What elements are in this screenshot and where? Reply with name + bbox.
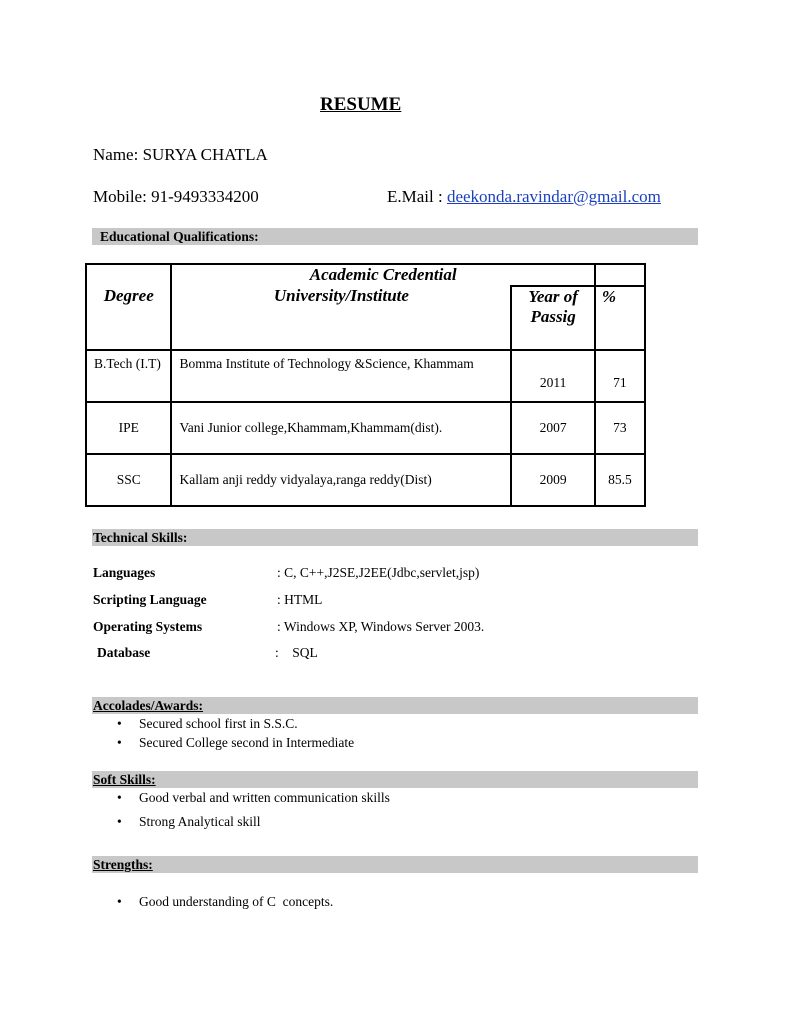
institute-cell: Kallam anji reddy vidyalaya,ranga reddy(Dist) [171,454,511,506]
header-institute: University/Institute [171,286,511,350]
table-row [86,350,645,402]
education-table [85,263,646,507]
year-cell: 2011 [511,350,594,402]
section-education [92,228,698,245]
header-year: Year of Passig [511,286,594,350]
resume-title: RESUME [320,94,402,115]
email-link[interactable]: deekonda.ravindar@gmail.com [446,187,661,206]
group-header: Academic Credential [171,264,594,286]
section-technical-label: Technical Skills: [93,530,188,545]
name-line: Name: SURYA CHATLA [93,145,268,164]
table-row [86,402,645,454]
email-line [387,187,661,207]
skill-key: Scripting Language [93,592,207,607]
header-degree: Degree [86,286,171,350]
degree-cell: B.Tech (I.T) [86,350,171,402]
skill-value: : HTML [277,592,323,607]
bullet-icon: • [117,716,122,731]
section-strengths-label: Strengths: [93,857,153,872]
mobile-line: Mobile: 91-9493334200 [93,187,259,206]
skill-key: Operating Systems [93,619,203,634]
percent-cell: 73 [595,402,645,454]
year-cell: 2007 [511,402,594,454]
section-education-label: Educational Qualifications: [100,229,259,244]
section-technical [92,529,698,546]
degree-cell: SSC [86,454,171,506]
institute-cell: Bomma Institute of Technology &Science, Khammam [171,350,511,402]
section-soft-skills-label: Soft Skills: [93,772,156,787]
bullet-icon: • [117,814,122,829]
bullet-icon: • [117,894,122,909]
skill-key: Database [97,645,151,660]
table-row [86,454,645,506]
percent-cell: 85.5 [595,454,645,506]
degree-cell: IPE [86,402,171,454]
skill-value: : C, C++,J2SE,J2EE(Jdbc,servlet,jsp) [277,565,480,580]
skill-key: Languages [93,565,156,580]
header-percent: % [595,286,645,350]
email-label: E.Mail : [387,187,447,206]
skill-value: : SQL [275,645,318,660]
institute-cell: Vani Junior college,Khammam,Khammam(dist). [171,402,511,454]
bullet-icon: • [117,790,122,805]
section-strengths [92,856,698,873]
section-accolades [92,697,698,714]
bullet-icon: • [117,735,122,750]
section-soft-skills [92,771,698,788]
skill-value: : Windows XP, Windows Server 2003. [277,619,485,634]
percent-cell: 71 [595,350,645,402]
year-cell: 2009 [511,454,594,506]
section-accolades-label: Accolades/Awards: [93,698,203,713]
